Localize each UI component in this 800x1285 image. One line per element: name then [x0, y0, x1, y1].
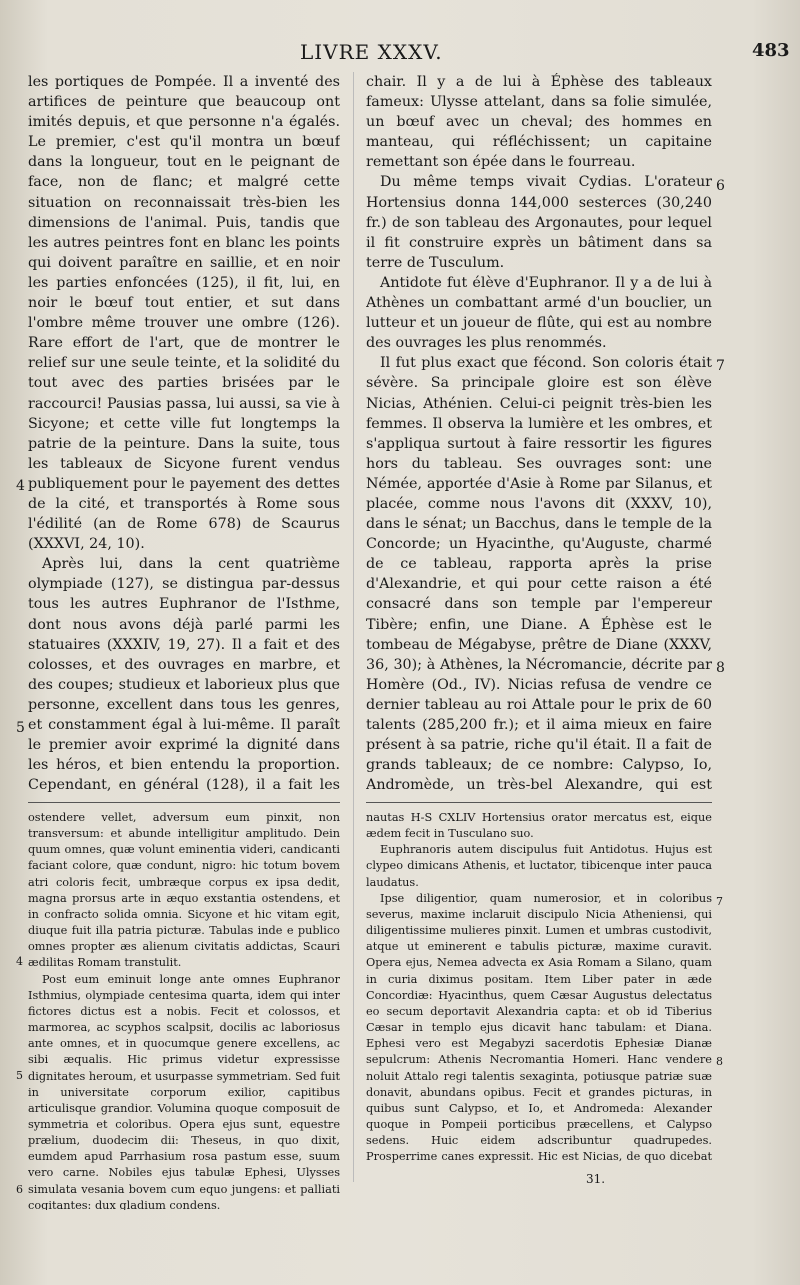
- margin-section-number: 7: [716, 358, 725, 374]
- french-paragraph: chair. Il y a de lui à Éphèse des tableaux fameux: Ulysse attelant, dans sa folie simulée, un bœuf avec un cheval; des hommes en manteau, qui réfléchissent; un capitaine remettant son épée dans le fourreau.: [366, 74, 712, 171]
- latin-paragraph: Post eum eminuit longe ante omnes Euphranor Isthmius, olympiade centesima quarta, idem qui inter fictores dictus est a nobis. Fecit et colossos, et marmorea, ac scyphos scalpsit, docilis ac laboriosus ante omnes, et in quocumque genere excellens, ac sibi æqualis. Hic primus videtur expressisse dignitates heroum, et usurpasse symmetriam. Sed fuit in universitate corporum exilior, capitibus articulisque grandior. Volumina quoque composuit de symmetria et coloribus. Opera ejus sunt, equestre prælium, duodecim dii: Theseus, in quo dixit, eumdem apud Parrhasium rosa pastum esse, suum vero carne. Nobiles ejus tabulæ Ephesi, Ulysses simulata vesania bovem cum equo jungens: et palliati cogitantes: dux gladium condens.: [28, 972, 340, 1210]
- section-divider: [366, 802, 712, 803]
- margin-section-number: 7: [716, 895, 723, 908]
- column-rule: [353, 72, 354, 1182]
- latin-text-right-column: [366, 810, 712, 1166]
- latin-paragraph: ostendere vellet, adversum eum pinxit, non transversum: et abunde intelligitur amplitudo. Dein quum omnes, quæ volunt eminentia videri, candicanti faciant colore, quæ condunt, nigro: hic totum bovem atri coloris fecit, umbræque corpus ex ipsa dedit, magna prorsus arte in æquo exstantia ostendens, et in confracto solida omnia. Sicyone et hic vitam egit, diuque fuit illa patria picturæ. Tabulas inde e publico omnes propter æs alienum civitatis addictas, Scauri ædilitas Romam transtulit.: [28, 811, 340, 970]
- page-header: [0, 40, 800, 70]
- margin-section-number: 6: [716, 178, 725, 194]
- margin-section-number: 4: [16, 478, 25, 494]
- french-text-right-column: [366, 72, 712, 792]
- french-paragraph: Après lui, dans la cent quatrième olympiade (127), se distingua par-dessus tous les autres Euphranor de l'Isthme, dont nous avons déjà parlé parmi les statuaires (XXXIV, 19, 27). Il a fait et des colosses, et des ouvrages en marbre, et des coupes; studieux et laborieux plus que personne, excellent dans tous les genres, et constamment égal à lui-même. Il paraît le premier avoir exprimé la dignité dans les héros, et bien entendu la proportion. Cependant, en général (128), il a fait les: [28, 556, 340, 792]
- margin-section-number: 8: [716, 660, 725, 676]
- french-paragraph: Antidote fut élève d'Euphranor. Il y a de lui à Athènes un combattant armé d'un bouclier, un lutteur et un joueur de flûte, qui est au nombre des ouvrages les plus renommés.: [366, 274, 712, 352]
- french-text-left-column: [28, 72, 340, 792]
- margin-section-number: 4: [16, 955, 23, 968]
- latin-text-left-column: [28, 810, 340, 1210]
- page-number: 483: [752, 40, 790, 61]
- margin-section-number: 5: [16, 1069, 23, 1082]
- margin-section-number: 8: [716, 1055, 723, 1068]
- margin-section-number: 5: [16, 720, 25, 736]
- french-paragraph: Du même temps vivait Cydias. L'orateur Hortensius donna 144,000 sesterces (30,240 fr.) de son tableau des Argonautes, pour lequel il fit construire exprès un bâtiment dans sa terre de Tusculum.: [366, 174, 712, 271]
- running-head: LIVRE XXXV.: [300, 40, 443, 64]
- french-paragraph: les portiques de Pompée. Il a inventé des artifices de peinture que beaucoup ont imités depuis, et que personne n'a égalés. Le premier, c'est qu'il montra un bœuf dans la longueur, tout en le peignant de face, non de flanc; et malgré cette situation on reconnaissait très-bien les dimensions de l'animal. Puis, tandis que les autres peintres font en blanc les points qui doivent paraître en saillie, et en noir les parties enfoncées (125), il fit, lui, en noir le bœuf tout entier, et sut dans l'ombre même trouver une ombre (126). Rare effort de l'art, que de montrer le relief sur une seule teinte, et la solidité du tout avec des parties brisées par le raccourci! Pausias passa, lui aussi, sa vie à Sicyone; et cette ville fut longtemps la patrie de la peinture. Dans la suite, tous les tableaux de Sicyone furent vendus publiquement pour le payement des dettes de la cité, et transportés à Rome sous l'édilité (an de Rome 678) de Scaurus (XXXVI, 24, 10).: [28, 74, 340, 553]
- section-divider: [28, 802, 340, 803]
- french-paragraph: Il fut plus exact que fécond. Son coloris était sévère. Sa principale gloire est son élève Nicias, Athénien. Celui-ci peignit très-bien les femmes. Il observa la lumière et les ombres, et s'appliqua surtout à faire ressortir les figures hors du tableau. Ses ouvrages sont: une Némée, apportée d'Asie à Rome par Silanus, et placée, comme nous l'avons dit (XXXV, 10), dans le sénat; un Bacchus, dans le temple de la Concorde; un Hyacinthe, qu'Auguste, charmé de ce tableau, rapporta après la prise d'Alexandrie, et qui pour cette raison a été consacré dans son temple par l'empereur Tibère; enfin, une Diane. A Éphèse est le tombeau de Mégabyse, prêtre de Diane (XXXV, 36, 30); à Athènes, la Nécromancie, décrite par Homère (Od., IV). Nicias refusa de vendre ce dernier tableau au roi Attale pour le prix de 60 talents (285,200 fr.); et il aima mieux en faire présent à sa patrie, riche qu'il était. Il a fait de grands tableaux; de ce nombre: Calypso, Io, Andromède, un très-bel Alexandre, qui est: [366, 355, 712, 792]
- latin-paragraph: Euphranoris autem discipulus fuit Antidotus. Hujus est clypeo dimicans Athenis, et luctator, tibicenque inter pauca laudatus.: [366, 843, 712, 889]
- latin-paragraph: nautas H-S CXLIV Hortensius orator mercatus est, eique ædem fecit in Tusculano suo.: [366, 811, 712, 841]
- signature-mark: 31.: [586, 1172, 606, 1186]
- latin-paragraph: Ipse diligentior, quam numerosior, et in coloribus severus, maxime inclaruit discipulo Nicia Atheniensi, qui diligentissime mulieres pinxit. Lumen et umbras custodivit, atque ut eminerent e tabulis picturæ, maxime curavit. Opera ejus, Nemea advecta ex Asia Romam a Silano, quam in curia diximus positam. Item Liber pater in æde Concordiæ: Hyacinthus, quem Cæsar Augustus delectatus eo secum deportavit Alexandria capta: et ob id Tiberius Cæsar in templo ejus dicavit hanc tabulam: et Diana. Ephesi vero est Megabyzi sacerdotis Ephesiæ Dianæ sepulcrum: Athenis Necromantia Homeri. Hanc vendere noluit Attalo regi talentis sexaginta, potiusque patriæ suæ donavit, abundans opibus. Fecit et grandes picturas, in quibus sunt Calypso, et Io, et Andromeda: Alexander quoque in Pompeii porticibus præcellens, et Calypso sedens. Huic eidem adscribuntur quadrupedes. Prosperrime canes expressit. Hic est Nicias, de quo dicebat: [366, 891, 712, 1164]
- margin-section-number: 6: [16, 1183, 23, 1196]
